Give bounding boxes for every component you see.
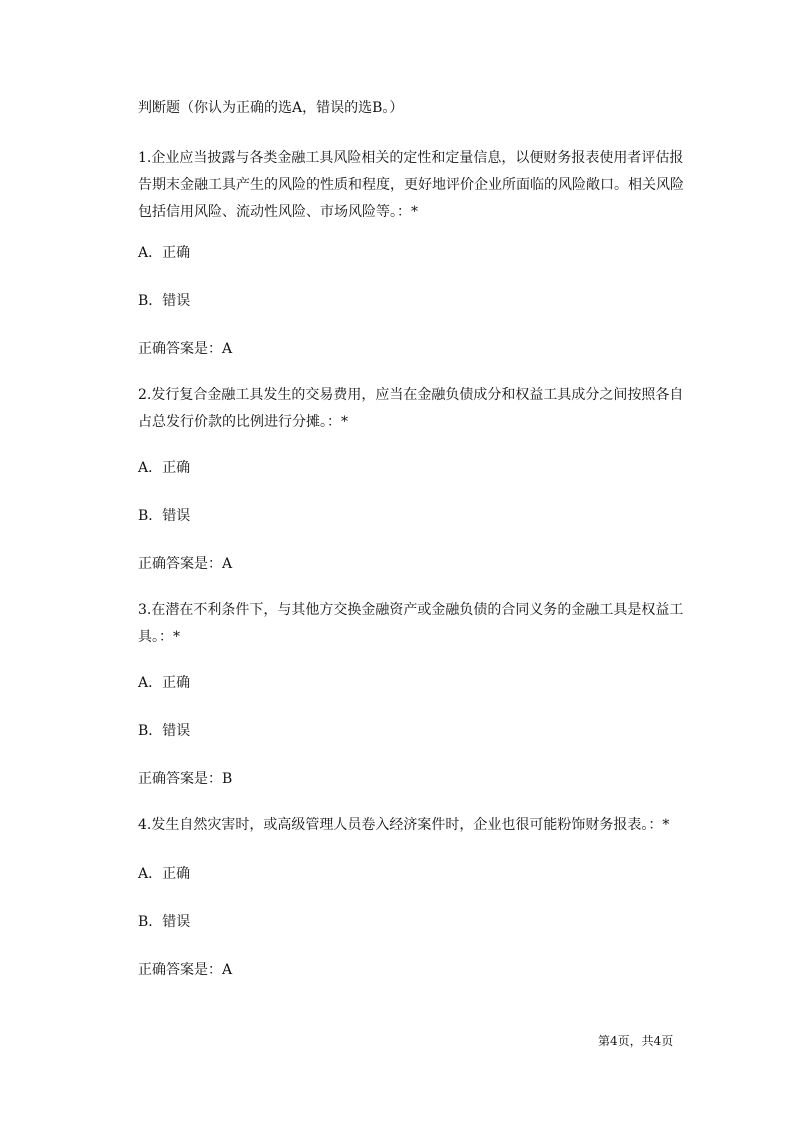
question-4 (138, 812, 686, 839)
question-3 (138, 597, 686, 651)
question-4-answer: 正确答案是：A (138, 962, 233, 978)
question-2 (138, 382, 686, 436)
question-1-option-b: B．错误 (138, 293, 191, 309)
page-number-footer: 第4页，共4页 (598, 1034, 674, 1048)
question-1-answer: 正确答案是：A (138, 341, 233, 357)
question-4-text: 4.发生自然灾害时，或高级管理人员卷入经济案件时，企业也很可能粉饰财务报表。：* (138, 817, 670, 833)
question-2-text: 2.发行复合金融工具发生的交易费用，应当在金融负债成分和权益工具成分之间按照各自占总发行价款的比例进行分摊。：* (138, 387, 684, 430)
question-4-option-a: A．正确 (138, 866, 191, 882)
section-title: 判断题（你认为正确的选A，错误的选B。） (138, 100, 404, 116)
question-3-option-b: B．错误 (138, 723, 191, 739)
question-2-answer: 正确答案是：A (138, 556, 233, 572)
question-3-answer: 正确答案是：B (138, 771, 233, 787)
question-3-option-a: A．正确 (138, 675, 191, 691)
question-1-option-a: A．正确 (138, 245, 191, 261)
question-1 (138, 145, 686, 226)
question-3-text: 3.在潜在不利条件下，与其他方交换金融资产或金融负债的合同义务的金融工具是权益工具。：* (138, 602, 684, 645)
question-2-option-a: A．正确 (138, 460, 191, 476)
question-4-option-b: B．错误 (138, 914, 191, 930)
question-2-option-b: B．错误 (138, 508, 191, 524)
question-1-text: 1.企业应当披露与各类金融工具风险相关的定性和定量信息，以便财务报表使用者评估报告期末金融工具产生的风险的性质和程度，更好地评价企业所面临的风险敞口。相关风险包括信用风险、流动性风险、市场风险等。：* (138, 150, 684, 220)
